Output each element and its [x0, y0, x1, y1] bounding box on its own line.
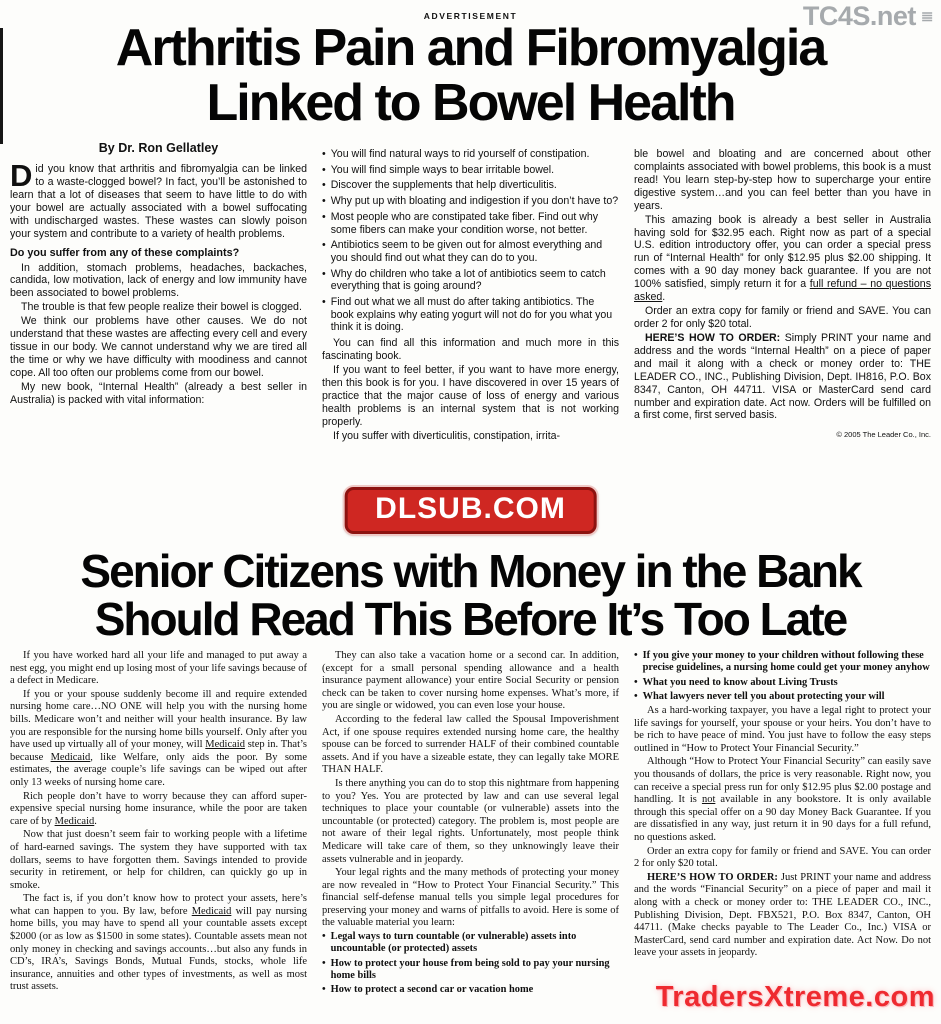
bullet-icon: •	[634, 676, 638, 688]
article2-column-1	[10, 650, 307, 1016]
sub-heading	[10, 247, 307, 259]
bullet-item	[634, 677, 931, 689]
bullet-text: If you give your money to your children without following these precise guidelines, a nursing home could get your money anyhow	[642, 650, 930, 674]
underlined-text: Medicaid	[54, 815, 95, 827]
paragraph	[634, 846, 931, 871]
paragraph	[322, 867, 619, 930]
article2-column-3	[634, 650, 931, 1016]
advertisement-label: ADVERTISEMENT	[423, 11, 518, 21]
text-segment: © 2005 The Leader Co., Inc.	[836, 430, 931, 440]
bullet-text: Find out what we all must do after taking antibiotics. The book explains why eating yogurt will not do for you what you think it is doing.	[330, 296, 613, 334]
text-segment: Just PRINT your name and address and the words “Financial Security” on a piece of paper and mail it along with a check or money order to: THE LEADER CO., INC., Publishing Division, Dept. FBX521, P.O. Box 8347, Canton, OH 44711. (Make checks payable to The Leader Co., Inc.) VISA or MasterCard, send card number and expiration date. Act Now. Do not leave your assets in jeopardy.	[634, 871, 931, 959]
paragraph	[322, 714, 619, 777]
bullet-icon: •	[634, 690, 638, 702]
text-segment: Your legal rights and the many methods of protecting your money are now revealed in “How to Protect Your Financial Security.” This financial self-defense manual tells you simple legal procedures for preserving your money and warns of pitfalls to avoid. Here is some of the valuable material you learn:	[322, 867, 619, 929]
text-segment: They can also take a vacation home or a second car. In addition, (except for a small personal spending allowance and a health insurance payment allowance) your entire Social Security or pension check can be taken to cover nursing home expenses. What’s more, if you are single or widowed, you can even lose your house.	[322, 650, 619, 712]
article1-column-2	[322, 148, 619, 498]
bullet-text: Legal ways to turn countable (or vulnerable) assets into uncountable (or protected) assets	[330, 931, 577, 955]
order-lead-in: HERE’S HOW TO ORDER:	[645, 331, 781, 344]
bullet-text: What lawyers never tell you about protecting your will	[642, 690, 885, 702]
underlined-text: Medicaid	[191, 905, 232, 917]
bullet-text: Most people who are constipated take fiber. Find out why some fibers can make your condition worse, not better.	[330, 210, 599, 236]
paragraph	[634, 872, 931, 960]
text-segment: Do you suffer from any of these complaints?	[10, 246, 240, 259]
bullet-text: How to protect your house from being sold to pay your nursing home bills	[330, 957, 610, 981]
paragraph	[634, 332, 931, 422]
bullet-icon: •	[322, 163, 326, 176]
bullet-item	[322, 164, 619, 177]
bullet-icon: •	[322, 957, 326, 969]
bullet-item	[322, 958, 619, 983]
bullet-icon: •	[322, 210, 326, 223]
article2-headline-line2: Should Read This Before It’s Too Late	[94, 593, 847, 645]
bullet-text: Why put up with bloating and indigestion if you don’t have to?	[330, 195, 619, 208]
underlined-text: Medicaid	[205, 739, 245, 751]
text-segment: Although “How to Protect Your Financial Security” can easily save you thousands of dollars, the price is very reasonable. Right now, you can receive a special press run for only $12.95 plus $2.00 postage and handling. It is	[634, 756, 931, 806]
text-segment: ble bowel and bloating and are concerned about other complaints associated with bowel problems, this book is a must read! You learn step-by-step how to supercharge your entire digestive system…and you can feel better than you have in years.	[634, 148, 931, 212]
article1-headline-line1: Arthritis Pain and Fibromyalgia	[115, 19, 826, 77]
bullet-item	[322, 195, 619, 208]
bullet-icon: •	[322, 984, 326, 996]
paragraph	[322, 778, 619, 866]
bullet-text: Why do children who take a lot of antibiotics seem to catch everything that is going around?	[330, 267, 606, 293]
text-segment: The trouble is that few people realize their bowel is clogged.	[21, 301, 302, 314]
paragraph	[10, 315, 307, 380]
paragraph	[10, 262, 307, 301]
text-segment: If you suffer with diverticulitis, constipation, irrita-	[333, 429, 561, 442]
bullet-text: You will find natural ways to rid yourself of constipation.	[330, 148, 590, 160]
text-segment: As a hard-working taxpayer, you have a legal right to protect your life savings for yourself, your spouse or your heirs. You don’t have to be rich to have peace of mind. You just have to follow the easy steps outlined in “How to Protect Your Financial Security.”	[634, 705, 931, 754]
bullet-text: Antibiotics seem to be given out for almost everything and you should find out what they can do to you.	[330, 239, 603, 264]
text-segment: My new book, “Internal Health” (already a best seller in Australia) is packed with vital information:	[10, 380, 307, 406]
tradersxtreme-watermark: TradersXtreme.com	[655, 981, 935, 1013]
bullet-item	[634, 691, 931, 703]
article2-column-2	[322, 650, 619, 1016]
text-segment: available in any bookstore. It is only available through this special offer on a 90 day Money Back Guarantee. If you are dissatisfied in any way, just return it in 90 days for a full refund, no questions asked.	[634, 794, 931, 843]
bullet-item	[634, 650, 931, 675]
article1-column-3	[634, 148, 931, 498]
bullet-icon: •	[322, 148, 326, 160]
text-segment: The fact is, if you don’t know how to protect your assets, here’s what can happen to you. By law, before	[10, 893, 307, 917]
bullet-text: How to protect a second car or vacation home	[330, 984, 534, 996]
bullet-item	[322, 984, 619, 996]
text-segment: , like Welfare, only aids the poor. By some estimates, the average couple’s life savings can be wiped out after only 13 weeks of nursing home care.	[10, 751, 307, 788]
text-segment: step in. That’s because	[10, 739, 307, 763]
bullet-text: What you need to know about Living Trusts	[642, 676, 838, 688]
article2-headline-line1: Senior Citizens with Money in the Bank	[80, 545, 861, 597]
text-segment: .	[662, 291, 666, 304]
bullet-item	[322, 148, 619, 161]
underlined-text: Medicaid	[50, 751, 91, 763]
text-segment: If you want to feel better, if you want to have more energy, then this book is for you. I have discovered in over 15 years of practice that the major cause of loss of energy and various health problems is an internal system that is not working properly.	[322, 363, 619, 428]
paragraph	[634, 148, 931, 213]
text-segment: Order an extra copy for family or friend and SAVE. You can order 2 for only $20 total.	[634, 845, 931, 870]
bullet-icon: •	[322, 239, 326, 252]
drop-cap: D	[10, 158, 33, 193]
text-segment: Simply PRINT your name and address and the words “Internal Health” on a piece of paper and mail it along with a check or money order to: THE LEADER CO., INC., Publishing Division, Dept. IH816, P.O. Box 8347, Canton, OH 44711. VISA or MasterCard send card number and expiration date. Act now. Orders will be fulfilled on a first come, first served basis.	[634, 331, 931, 422]
paragraph	[322, 337, 619, 363]
underlined-text: full refund – no questions asked	[634, 278, 931, 304]
bullet-icon: •	[322, 267, 326, 280]
text-segment: .	[94, 815, 97, 827]
underlined-text: not	[701, 794, 716, 806]
dlsub-watermark: DLSUB.COM	[344, 487, 597, 534]
paragraph	[10, 829, 307, 892]
article1-columns	[0, 148, 941, 498]
text-segment: If you have worked hard all your life and managed to put away a nest egg, you might end up losing most of your life savings because of a defect in Medicare.	[10, 650, 307, 687]
paragraph	[10, 689, 307, 790]
bullet-item	[322, 211, 619, 236]
paragraph	[10, 791, 307, 829]
article1-headline-line2: Linked to Bowel Health	[206, 74, 735, 132]
text-segment: According to the federal law called the Spousal Impoverishment Act, if one spouse requires extended nursing home care, the healthy spouse can be forced to surrender HALF of their combined countable assets. And if you have a sizeable estate, they can legally take MORE THAN HALF.	[322, 713, 619, 776]
paragraph	[322, 430, 619, 443]
copyright-line	[634, 430, 931, 439]
text-segment: id you know that arthritis and fibromyalgia can be linked to a waste-clogged bowel? In fact, you’ll be astonished to learn that a lot of diseases that seem to have little to do with your bowel are actually associated with a bowel suffocating with undischarged wastes. These wastes can slowly poison your system and contribute to a variety of health problems.	[10, 163, 307, 240]
article1-column-1	[10, 148, 307, 498]
text-segment: We think our problems have other causes. We do not understand that these wastes are affecting every cell and every tissue in our body. We cannot understand why we are tired all the time or why we have difficulty with moodiness and cannot cope. All too often our problems come from our bowel.	[10, 315, 307, 379]
text-segment: Now that just doesn’t seem fair to working people with a lifetime of hard-earned savings. The system they have supported with tax dollars, seems to have forgotten them. Savings intended to provide security in retirement, or help for children, can quickly go up in smoke.	[10, 829, 307, 891]
text-segment: Is there anything you can do to stop this nightmare from happening to you? Yes. You are protected by law and can use several legal techniques to place your countable (or vulnerable) assets into the uncountable (or protected) category. The problem is, most people are not aware of their legal rights. Unfortunately, most people think Medicare will take care of them, so they unknowingly leave their assets vulnerable and in jeopardy.	[322, 777, 619, 865]
bullet-text: Discover the supplements that help diverticulitis.	[330, 179, 557, 192]
bullet-text: You will find simple ways to bear irritable bowel.	[330, 163, 555, 176]
tc4s-watermark	[803, 1, 933, 32]
paragraph	[10, 893, 307, 994]
bullet-icon: •	[322, 195, 326, 208]
paragraph	[634, 705, 931, 755]
text-segment: This amazing book is already a best seller in Australia having sold for $32.95 each. Right now as part of a special U.S. edition introductory offer, you can order a special press run of “Internal Health” for only $12.95 plus $2.00 shipping. It comes with a 90 day money back guarantee. If you are not 100% satisfied, simply return it for a	[634, 213, 931, 291]
paragraph	[634, 305, 931, 331]
paragraph	[10, 650, 307, 688]
bullet-item	[322, 179, 619, 192]
order-lead-in: HERE’S HOW TO ORDER:	[647, 871, 778, 883]
tc4s-watermark-text: TC4S.net	[802, 1, 916, 31]
paragraph	[634, 214, 931, 304]
text-segment: You can find all this information and much more in this fascinating book.	[322, 337, 619, 363]
paragraph	[10, 158, 307, 241]
bullet-item	[322, 239, 619, 264]
paragraph	[10, 301, 307, 314]
article2-columns	[0, 650, 941, 1016]
bullet-icon: •	[322, 931, 326, 943]
bullet-icon: •	[322, 296, 326, 309]
text-segment: If you or your spouse suddenly become ill and require extended nursing home care…NO ONE will help you with the nursing home bills. Medicare won’t and neither will your health insurance. By law you are responsible for the nursing home bills yourself. Only after you have used up virtually all of your money, will	[10, 688, 307, 751]
tc4s-logo-icon: ≣	[920, 8, 933, 25]
paragraph	[322, 364, 619, 429]
paragraph	[322, 650, 619, 713]
text-segment: will pay nursing home bills, you may have to spend all your countable assets except $2000 (or as low as $1500 in some states). Countable assets mean not only money in checking and savings accounts…but also any funds in CD’s, IRA’s, Savings Bonds, Mutual Funds, stocks, whole life insurance, annuities and other types of investments, as well as most trust assets.	[10, 905, 307, 993]
bullet-item	[322, 931, 619, 956]
bullet-item	[322, 296, 619, 334]
bullet-icon: •	[634, 650, 638, 661]
text-segment: Rich people don’t have to worry because they can afford super-expensive special nursing home insurance, while the poor are taken care of by	[10, 790, 307, 827]
paragraph	[10, 381, 307, 407]
bullet-icon: •	[322, 179, 326, 192]
text-segment: In addition, stomach problems, headaches, backaches, candida, low motivation, lack of energy and low immunity have been associated to bowel problems.	[10, 261, 307, 300]
article1-byline: By Dr. Ron Gellatley	[98, 141, 219, 155]
bullet-item	[322, 268, 619, 293]
text-segment: Order an extra copy for family or friend and SAVE. You can order 2 for only $20 total.	[634, 305, 931, 330]
paragraph	[634, 756, 931, 844]
